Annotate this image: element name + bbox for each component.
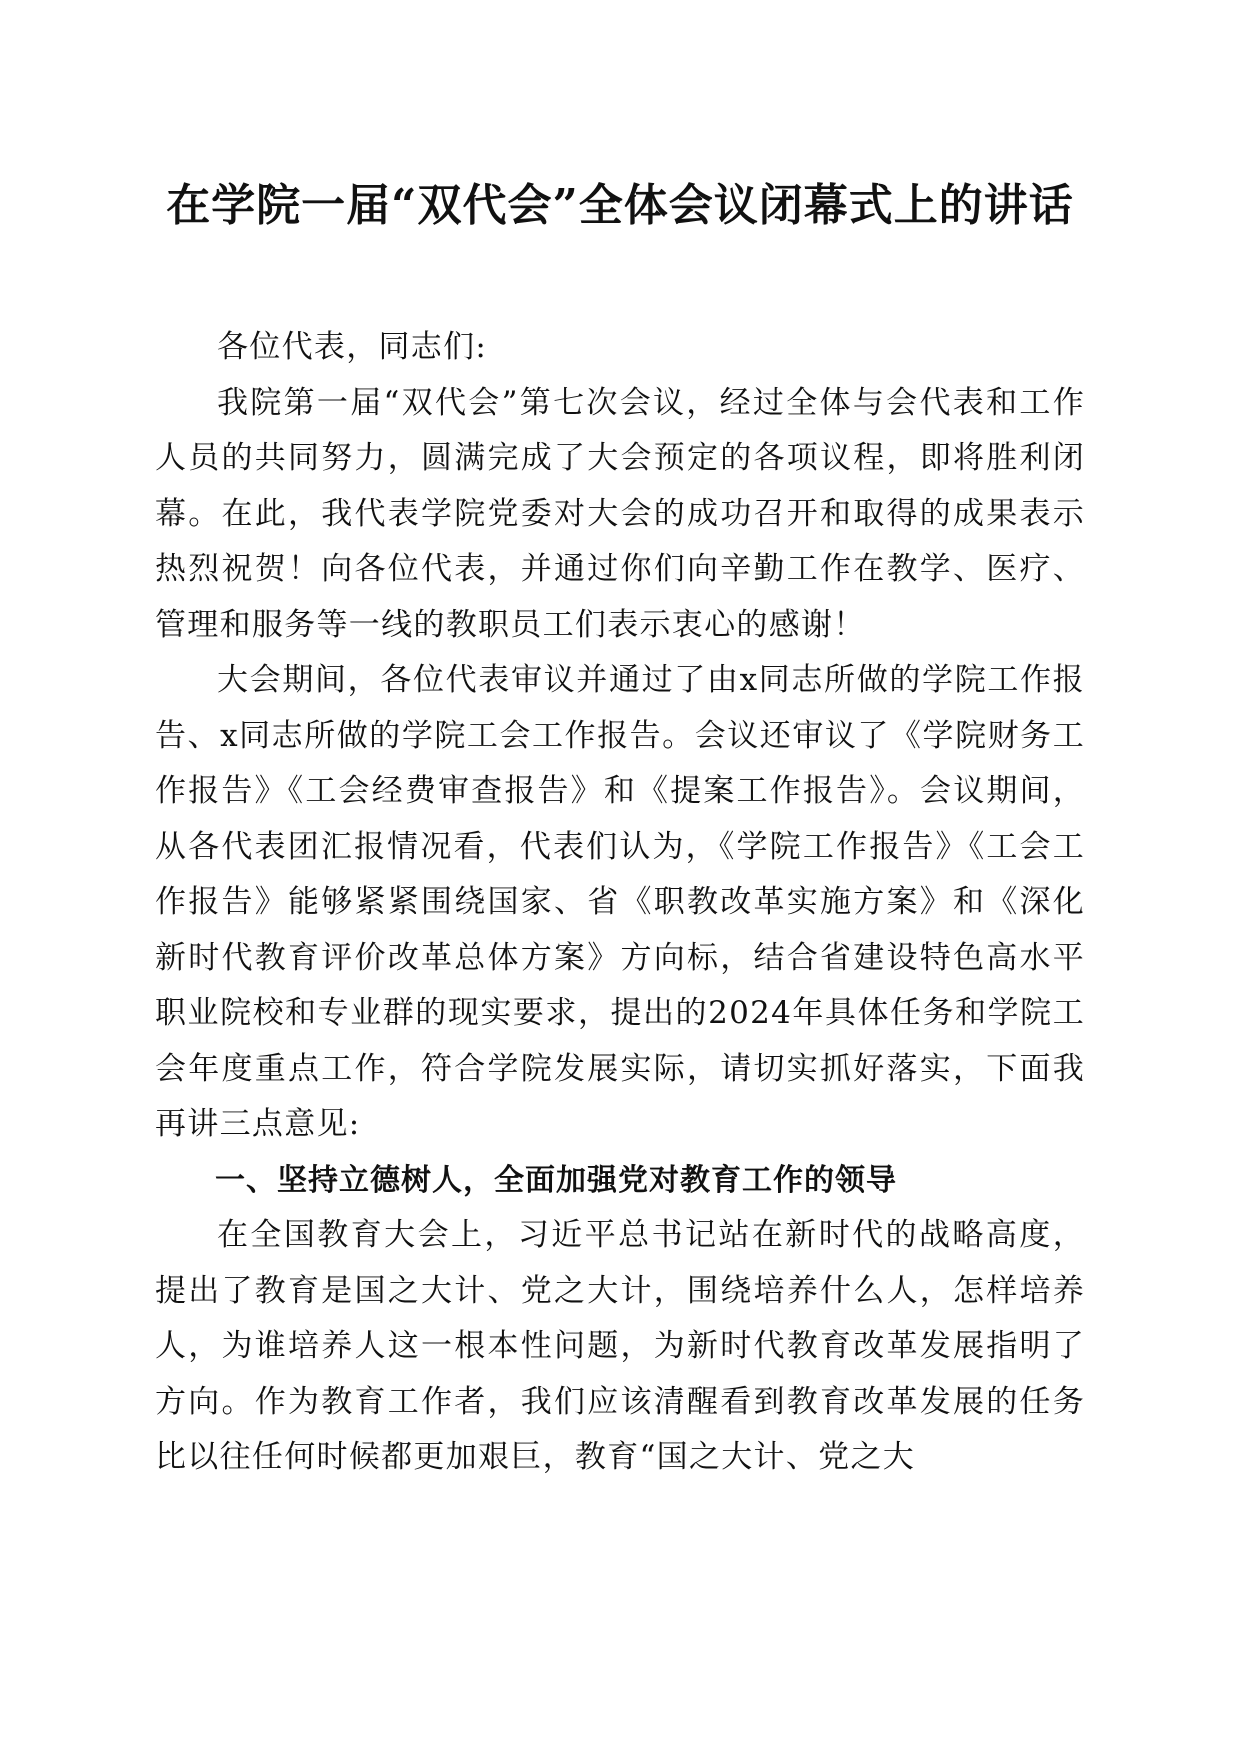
paragraph-review: 大会期间，各位代表审议并通过了由x同志所做的学院工作报告、x同志所做的学院工会工作报告。会议还审议了《学院财务工作报告》《工会经费审查报告》和《提案工作报告》。会议期间，从各代表团汇报情况看，代表们认为，《学院工作报告》《工会工作报告》能够紧紧围绕国家、省《职教改革实施方案》和《深化新时代教育评价改革总体方案》方向标，结合省建设特色高水平职业院校和专业群的现实要求，提出的2024年具体任务和学院工会年度重点工作，符合学院发展实际，请切实抓好落实，下面我再讲三点意见:	[155, 662, 1085, 1142]
document-title: 在学院一届“双代会”全体会议闭幕式上的讲话	[166, 180, 1074, 231]
section-heading: 一、坚持立德树人，全面加强党对教育工作的领导	[215, 1162, 897, 1198]
salutation: 各位代表，同志们:	[217, 329, 488, 365]
document-body	[155, 320, 1085, 1486]
paragraph-section-one: 在全国教育大会上，习近平总书记站在新时代的战略高度，提出了教育是国之大计、党之大计，围绕培养什么人，怎样培养人，为谁培养人这一根本性问题，为新时代教育改革发展指明了方向。作为教育工作者，我们应该清醒看到教育改革发展的任务比以往任何时候都更加艰巨，教育“国之大计、党之大	[155, 1217, 1085, 1475]
paragraph-opening: 我院第一届“双代会”第七次会议，经过全体与会代表和工作人员的共同努力，圆满完成了大会预定的各项议程，即将胜利闭幕。在此，我代表学院党委对大会的成功召开和取得的成果表示热烈祝贺！向各位代表，并通过你们向辛勤工作在教学、医疗、管理和服务等一线的教职员工们表示衷心的感谢！	[155, 384, 1085, 643]
